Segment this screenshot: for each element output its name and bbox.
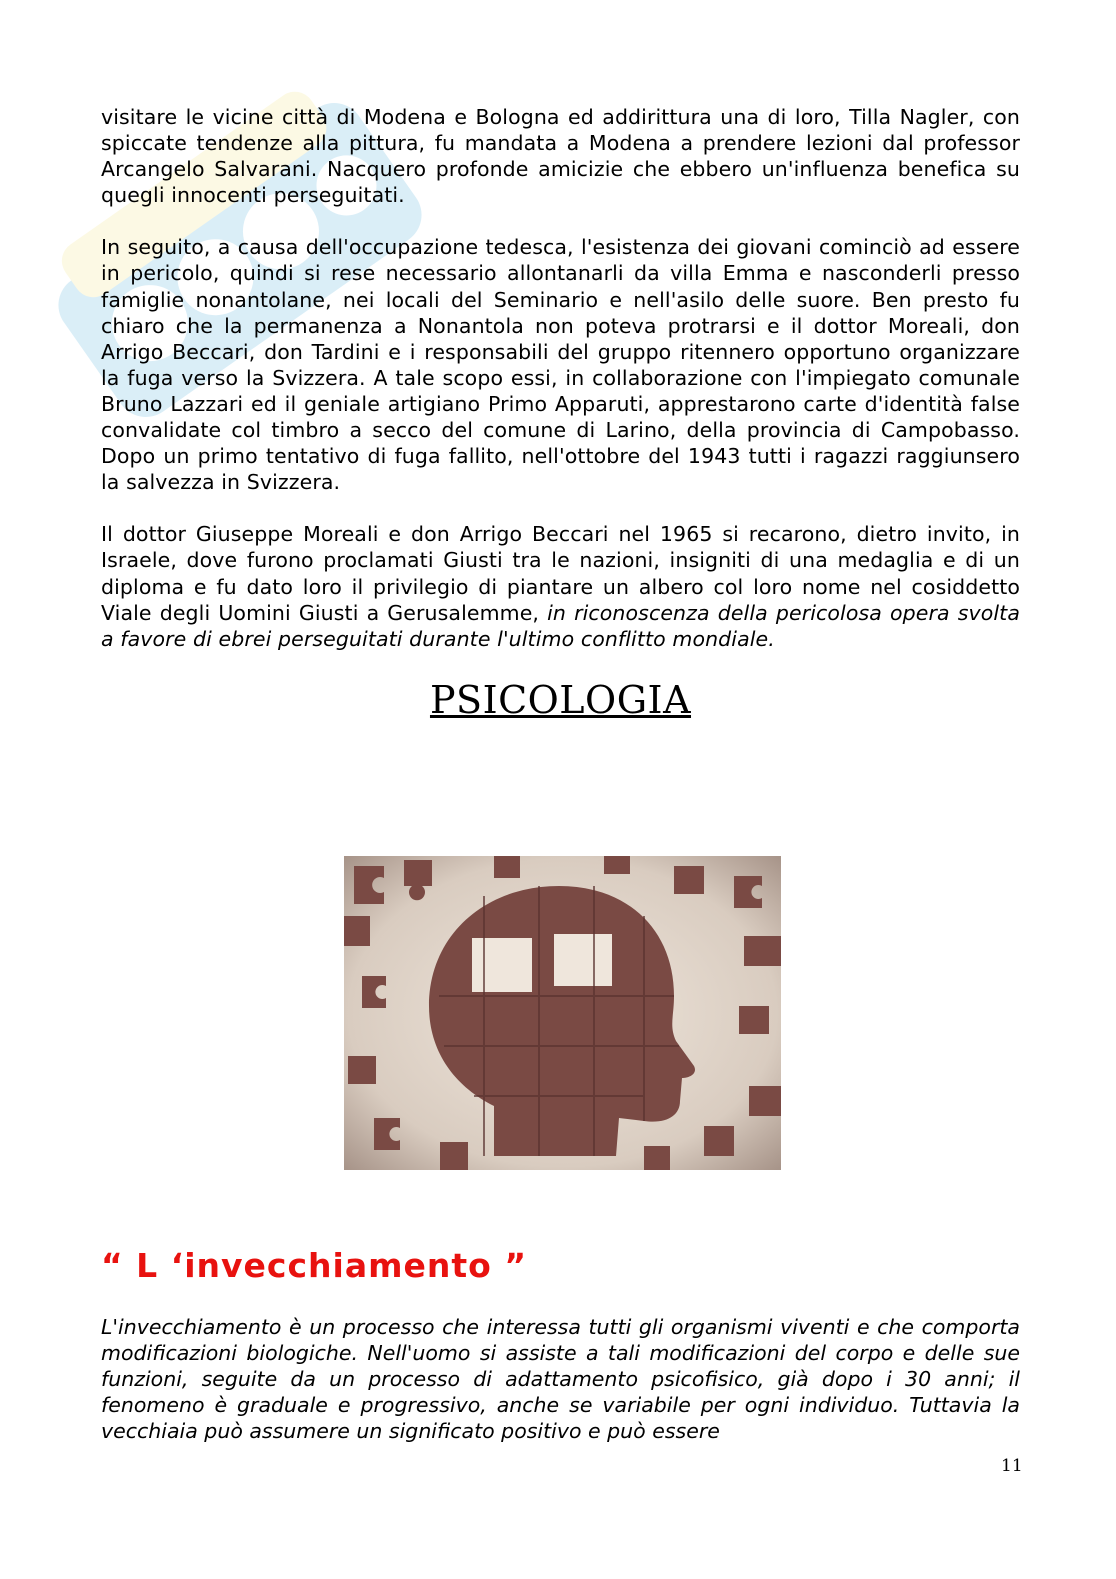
paragraph-3 — [101, 521, 1020, 651]
section-title: “ L ‘invecchiamento ” — [101, 1246, 528, 1285]
paragraph-1: visitare le vicine città di Modena e Bologna ed addirittura una di loro, Tilla Nagler, con spiccate tendenze alla pittura, fu mandata a Modena a prendere lezioni dal professor Arcangelo Salvarani. Nacquero profonde amicizie che ebbero un'influenza benefica su quegli innocenti perseguitati. — [101, 105, 1020, 208]
paragraph-2: In seguito, a causa dell'occupazione tedesca, l'esistenza dei giovani cominciò ad essere in pericolo, quindi si rese necessario allontanarli da villa Emma e nasconderli presso famiglie nonantolane, nei locali del Seminario e nell'asilo delle suore. Ben presto fu chiaro che la permanenza a Nonantola non poteva protrarsi e il dottor Moreali, don Arrigo Beccari, don Tardini e i responsabili del gruppo ritennero opportuno organizzare la fuga verso la Svizzera. A tale scopo essi, in collaborazione con l'impiegato comunale Bruno Lazzari ed il geniale artigiano Primo Apparuti, apprestarono carte d'identità false convalidate col timbro a secco del comune di Larino, della provincia di Campobasso. Dopo un primo tentativo di fuga fallito, nell'ottobre del 1943 tutti i ragazzi raggiunsero la salvezza in Svizzera. — [101, 235, 1020, 495]
intro-paragraph: L'invecchiamento è un processo che interessa tutti gli organismi viventi e che comporta modificazioni biologiche. Nell'uomo si assiste a tali modificazioni del corpo e delle sue funzioni, seguite da un processo di adattamento psicofisico, già dopo i 30 anni; il fenomeno è graduale e progressivo, anche se variabile per ogni individuo. Tuttavia la vecchiaia può assumere un significato positivo e può essere — [101, 1315, 1020, 1444]
paragraph-3-italic: in riconoscenza della pericolosa opera svolta a favore di ebrei perseguitati durante l'ultimo conflitto mondiale. — [101, 600, 1020, 651]
body-text — [101, 104, 1020, 722]
paragraph-3-text: Il dottor Giuseppe Moreali e don Arrigo Beccari nel 1965 si recarono, dietro invito, in Israele, dove furono proclamati Giusti tra le nazioni, insigniti di una medaglia e di un diploma e fu dato loro il privilegio di piantare un albero col loro nome nel cosiddetto Viale degli Uomini Giusti a Gerusalemme, — [101, 522, 1020, 625]
section-heading: PSICOLOGIA — [429, 677, 692, 722]
puzzle-head-image — [344, 856, 781, 1170]
page-number: 11 — [1001, 1456, 1023, 1476]
